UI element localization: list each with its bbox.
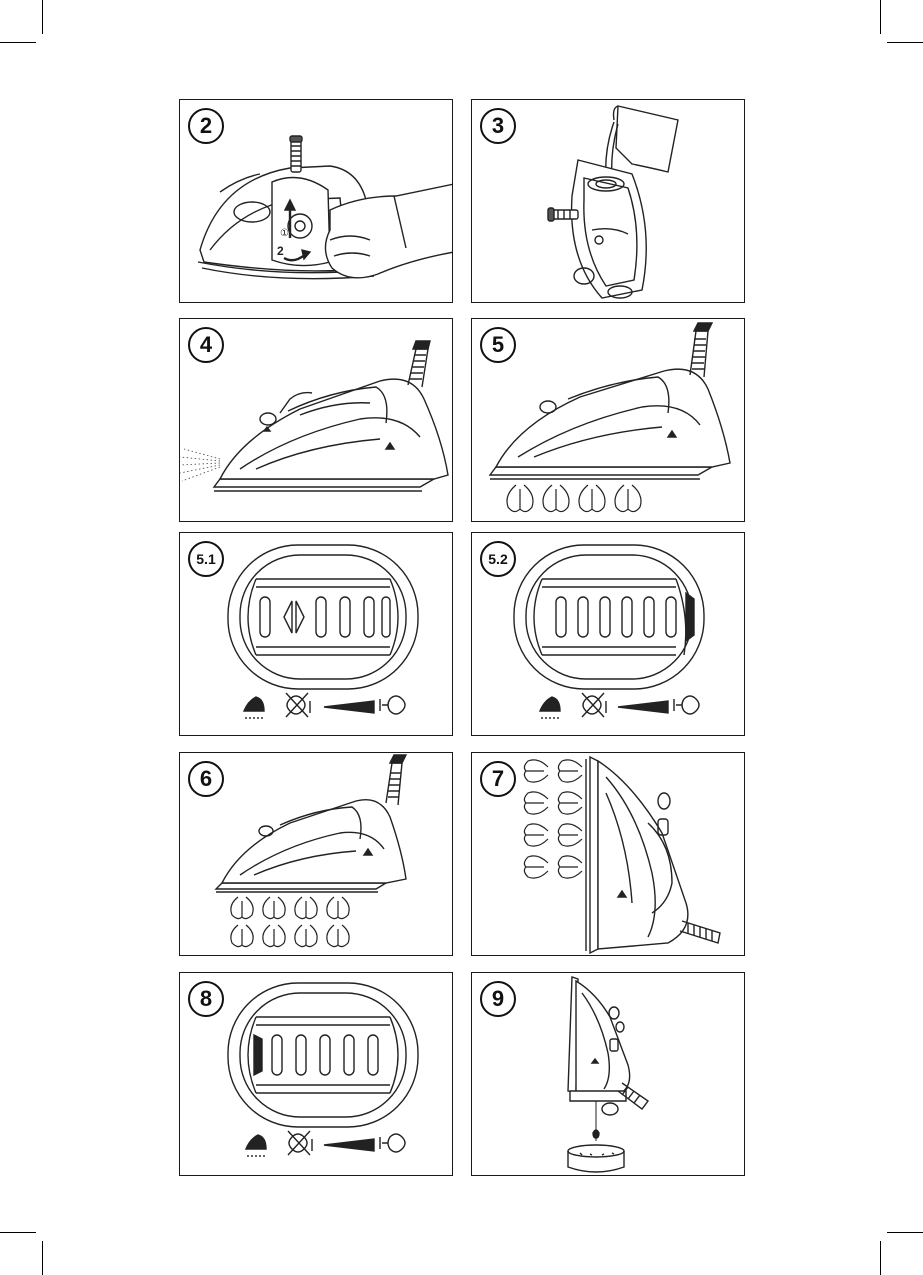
step-number-badge: 9 — [480, 981, 516, 1017]
step-number-badge: 5.2 — [480, 541, 516, 577]
steam-level-wedge-icon — [324, 1139, 374, 1151]
steam-level-wedge-icon — [618, 701, 668, 713]
step-number-badge: 3 — [480, 108, 516, 144]
marker-two: 2 — [277, 244, 284, 258]
crop-mark — [887, 1232, 923, 1233]
steam-level-wedge-icon — [324, 701, 374, 713]
water-drop-icon — [593, 1130, 599, 1138]
step-5-panel — [471, 318, 745, 522]
step-3-panel — [471, 99, 745, 303]
crop-mark — [0, 1232, 36, 1233]
crop-mark — [887, 42, 923, 43]
marker-one: ① — [280, 228, 289, 239]
step-5-2-panel — [471, 532, 745, 736]
dry-iron-icon — [246, 1135, 266, 1157]
step-number-badge: 2 — [188, 108, 224, 144]
no-steam-icon — [582, 693, 606, 717]
step-number-badge: 5 — [480, 327, 516, 363]
step-2-panel — [179, 99, 453, 303]
step-number-badge: 5.1 — [188, 541, 224, 577]
steam-icon — [674, 696, 699, 714]
step-number-badge: 4 — [188, 327, 224, 363]
crop-mark — [42, 1241, 43, 1275]
step-4-panel — [179, 318, 453, 522]
steam-icon — [380, 1134, 405, 1152]
crop-mark — [880, 0, 881, 34]
crop-mark — [880, 1241, 881, 1275]
steam-puff-grid — [231, 897, 349, 947]
dry-iron-icon — [540, 697, 560, 719]
step-7-panel — [471, 752, 745, 956]
step-number-badge: 7 — [480, 761, 516, 797]
crop-mark — [42, 0, 43, 34]
steam-puff-grid — [524, 760, 582, 878]
crop-mark — [0, 42, 36, 43]
step-8-panel — [179, 972, 453, 1176]
step-9-panel — [471, 972, 745, 1176]
step-number-badge: 6 — [188, 761, 224, 797]
step-number-badge: 8 — [188, 981, 224, 1017]
no-steam-icon — [288, 1131, 312, 1155]
no-steam-icon — [286, 693, 310, 717]
steam-icon — [380, 696, 405, 714]
step-6-panel — [179, 752, 453, 956]
steam-puff-row — [507, 485, 641, 512]
dry-iron-icon — [244, 697, 264, 719]
step-5-1-panel — [179, 532, 453, 736]
